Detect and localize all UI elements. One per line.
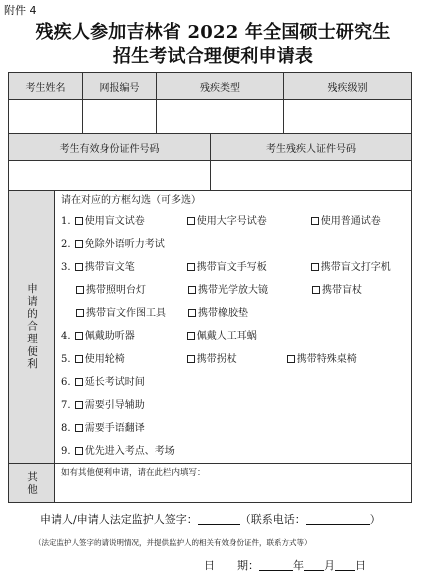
checkbox[interactable] xyxy=(75,332,83,340)
option-label: 携带特殊桌椅 xyxy=(296,354,357,365)
option-regular-paper[interactable] xyxy=(310,215,381,229)
disability-level-field[interactable] xyxy=(284,100,411,134)
item-2 xyxy=(61,238,165,252)
option-label: 使用普通试卷 xyxy=(320,216,381,227)
option-braille-pen[interactable] xyxy=(74,261,186,275)
other-request-field[interactable] xyxy=(55,464,411,502)
option-priority-entry[interactable] xyxy=(74,445,175,459)
option-braille-slate[interactable] xyxy=(186,261,310,275)
signature-line xyxy=(40,511,381,527)
guardian-note: （法定监护人签字的请说明情况，并提供监护人的相关有效身份证件，联系方式等） xyxy=(34,538,312,547)
month-label: 月 xyxy=(324,559,335,572)
other-hint-text: 如有其他便利申请，请在此栏内填写： xyxy=(61,468,206,478)
option-label: 佩戴人工耳蜗 xyxy=(196,331,257,342)
option-label: 携带橡胶垫 xyxy=(198,308,248,319)
checkbox[interactable] xyxy=(311,217,319,225)
item-number: 5. xyxy=(61,354,71,365)
item-1 xyxy=(61,215,381,229)
header-disability-level: 残疾级别 xyxy=(284,73,411,100)
year-label: 年 xyxy=(293,559,304,572)
option-braille-typewriter[interactable] xyxy=(310,261,391,275)
option-guide-assistance[interactable] xyxy=(74,399,145,413)
option-label: 携带盲文打字机 xyxy=(320,262,391,273)
item-number: 2. xyxy=(61,239,71,250)
disability-type-field[interactable] xyxy=(157,100,284,134)
option-braille-paper[interactable] xyxy=(74,215,186,229)
accommodation-section-label xyxy=(9,191,55,464)
accommodation-label-text: 申请的合理便利 xyxy=(26,283,38,371)
date-line xyxy=(204,557,366,573)
candidate-name-field[interactable] xyxy=(9,100,83,134)
instruction-text: 请在对应的方框勾选（可多选） xyxy=(61,195,201,206)
signature-label: 申请人/申请人法定监护人签字： xyxy=(40,513,198,526)
option-braille-drawing-tools[interactable] xyxy=(75,307,187,321)
item-number: 3. xyxy=(61,262,71,273)
option-special-desk[interactable] xyxy=(286,353,357,367)
checkbox[interactable] xyxy=(187,217,195,225)
option-label: 携带拐杖 xyxy=(196,354,237,365)
checkbox[interactable] xyxy=(75,378,83,386)
option-label: 延长考试时间 xyxy=(84,377,145,388)
application-form-table xyxy=(8,72,412,503)
item-number: 4. xyxy=(61,331,71,342)
other-label-text: 其他 xyxy=(26,470,38,496)
item-9 xyxy=(61,445,175,459)
option-white-cane[interactable] xyxy=(311,284,362,298)
option-label: 携带盲文作图工具 xyxy=(86,308,166,319)
item-number: 9. xyxy=(61,446,71,457)
checkbox[interactable] xyxy=(188,286,196,294)
item-3-row3 xyxy=(75,307,248,321)
option-large-print-paper[interactable] xyxy=(186,215,310,229)
day-label: 日 xyxy=(355,559,366,572)
option-label: 使用大字号试卷 xyxy=(196,216,267,227)
item-5 xyxy=(61,353,357,367)
option-label: 携带盲文手写板 xyxy=(196,262,267,273)
disability-certificate-field[interactable] xyxy=(211,161,411,191)
option-label: 免除外语听力考试 xyxy=(84,239,165,250)
item-4 xyxy=(61,330,257,344)
phone-label: （联系电话： xyxy=(239,513,306,526)
form-title-line2: 招生考试合理便利申请表 xyxy=(112,46,314,67)
option-label: 携带盲文笔 xyxy=(84,262,135,273)
option-wheelchair[interactable] xyxy=(74,353,186,367)
form-title-line1: 残疾人参加吉林省 2022 年全国硕士研究生 xyxy=(35,22,391,43)
checkbox[interactable] xyxy=(75,217,83,225)
item-3-row2 xyxy=(75,284,362,298)
checkbox[interactable] xyxy=(187,263,195,271)
header-disability-certificate-number: 考生残疾人证件号码 xyxy=(211,134,411,161)
checkbox[interactable] xyxy=(76,286,84,294)
option-crutches[interactable] xyxy=(186,353,286,367)
option-rubber-mat[interactable] xyxy=(187,307,248,321)
header-candidate-name: 考生姓名 xyxy=(9,73,83,100)
checkbox[interactable] xyxy=(76,309,84,317)
checkbox[interactable] xyxy=(187,332,195,340)
item-3 xyxy=(61,261,391,275)
checkbox[interactable] xyxy=(287,355,295,363)
signature-field[interactable] xyxy=(198,514,240,525)
option-label: 携带照明台灯 xyxy=(86,285,146,296)
option-label: 使用轮椅 xyxy=(84,354,125,365)
header-registration-number: 网报编号 xyxy=(83,73,157,100)
option-sign-language[interactable] xyxy=(74,422,145,436)
item-number: 7. xyxy=(61,400,71,411)
item-number: 8. xyxy=(61,423,71,434)
header-id-number: 考生有效身份证件号码 xyxy=(9,134,211,161)
option-label: 携带盲杖 xyxy=(322,285,362,296)
phone-close: ） xyxy=(369,513,381,526)
option-label: 优先进入考点、考场 xyxy=(84,446,175,457)
option-label: 佩戴助听器 xyxy=(84,331,135,342)
day-field[interactable] xyxy=(335,560,355,571)
checkbox[interactable] xyxy=(187,355,195,363)
checkbox[interactable] xyxy=(188,309,196,317)
phone-field[interactable] xyxy=(306,514,370,525)
option-cochlear-implant[interactable] xyxy=(186,330,257,344)
checkbox[interactable] xyxy=(75,263,83,271)
date-label: 日 期： xyxy=(204,559,259,572)
checkbox[interactable] xyxy=(312,286,320,294)
checkbox[interactable] xyxy=(75,424,83,432)
month-field[interactable] xyxy=(304,560,324,571)
option-exempt-listening[interactable] xyxy=(74,238,165,252)
checkbox[interactable] xyxy=(311,263,319,271)
checkbox[interactable] xyxy=(75,447,83,455)
option-extended-time[interactable] xyxy=(74,376,145,390)
checkbox[interactable] xyxy=(75,355,83,363)
item-7 xyxy=(61,399,145,413)
item-number: 6. xyxy=(61,377,71,388)
item-8 xyxy=(61,422,145,436)
option-label: 携带光学放大镜 xyxy=(198,285,268,296)
checkbox[interactable] xyxy=(75,240,83,248)
accommodation-options-area xyxy=(55,191,411,464)
option-label: 需要引导辅助 xyxy=(84,400,145,411)
option-label: 需要手语翻译 xyxy=(84,423,145,434)
checkbox[interactable] xyxy=(75,401,83,409)
other-section-label xyxy=(9,464,55,502)
header-disability-type: 残疾类型 xyxy=(157,73,284,100)
option-desk-lamp[interactable] xyxy=(75,284,187,298)
option-hearing-aid[interactable] xyxy=(74,330,186,344)
item-number: 1. xyxy=(61,216,71,227)
option-magnifier[interactable] xyxy=(187,284,311,298)
registration-number-field[interactable] xyxy=(83,100,157,134)
item-6 xyxy=(61,376,145,390)
attachment-label: 附件 4 xyxy=(4,4,37,17)
option-label: 使用盲文试卷 xyxy=(84,216,145,227)
id-number-field[interactable] xyxy=(9,161,211,191)
year-field[interactable] xyxy=(259,560,293,571)
